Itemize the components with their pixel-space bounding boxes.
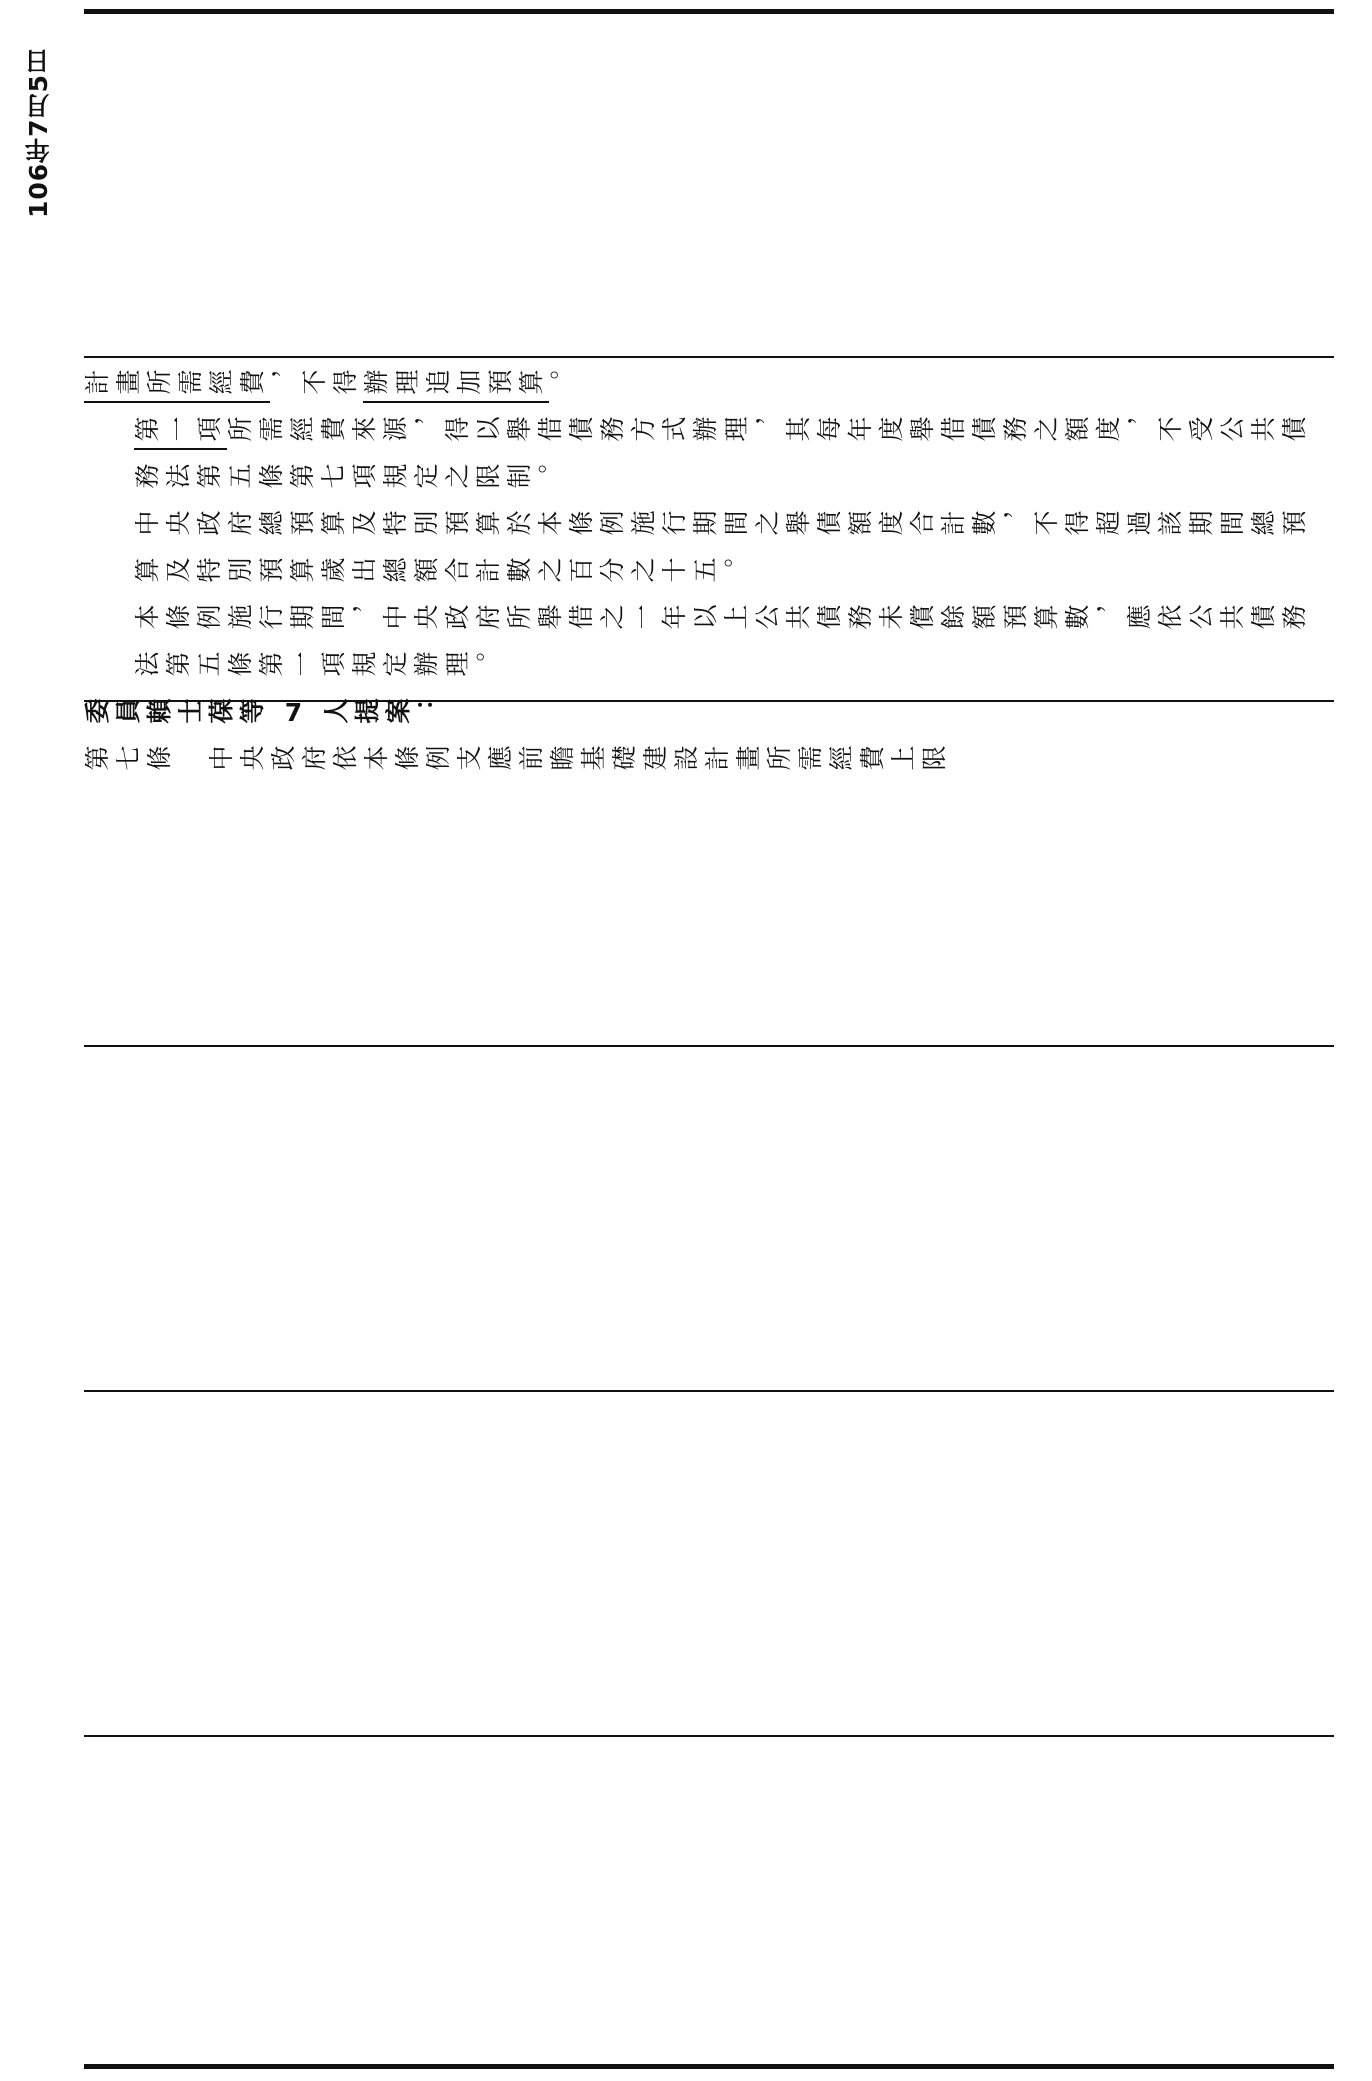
paragraph-3: 中央政府總預算及特別預算於本條例施行期間之舉債額度合計數，不得超過該期間總預算及特別預算歲出總額合計數之百分之十五。 [134,510,1312,586]
page-date: 106年7月5日 [24,48,53,218]
paragraph-1: 計畫所需經費，不得辦理追加預算。 [84,369,580,398]
proposal-heading: 委員賴士葆等 7 人提案： [84,698,447,727]
bottom-rule [84,2064,1334,2069]
row-divider-1 [84,356,1334,358]
paragraph-4: 本條例施行期間，中央政府所舉借之一年以上公共債務未償餘額預算數，應依公共債務法第五條第一項規定辦理。 [134,604,1312,680]
row-divider-5 [84,1735,1334,1737]
article-7: 第七條 中央政府依本條例支應前瞻基礎建設計畫所需經費上限 [84,745,952,774]
row-divider-4 [84,1390,1334,1392]
row-divider-3 [84,1045,1334,1047]
top-rule [84,9,1334,14]
article-text-panel [84,360,1334,774]
article-text [84,360,1334,774]
paragraph-2: 第一項所需經費來源，得以舉借債務方式辦理，其每年度舉借債務之額度，不受公共債務法第五條第七項規定之限制。 [134,416,1312,492]
